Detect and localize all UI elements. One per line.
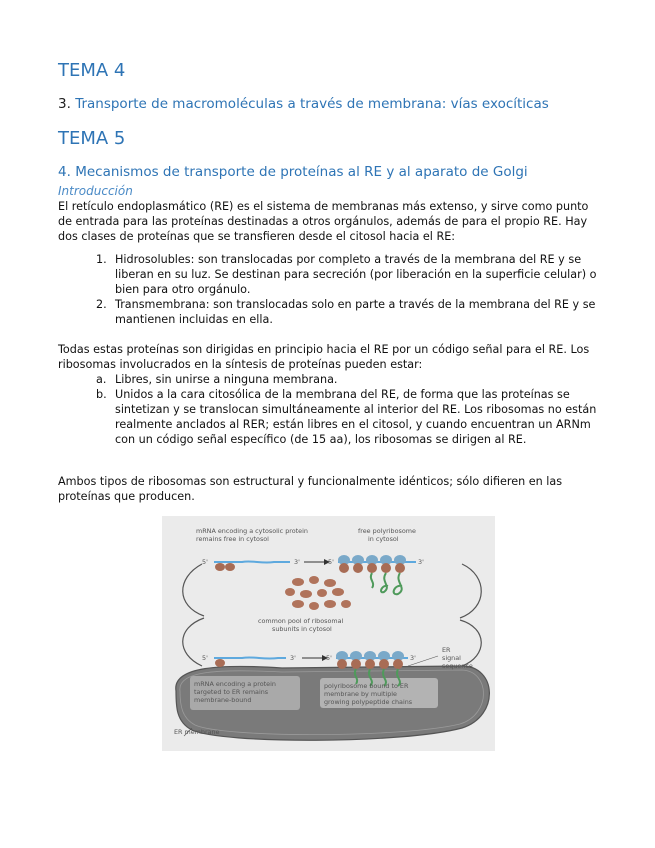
free-polyribosome [338, 555, 406, 594]
ribosome-subunit [395, 563, 405, 573]
ribosome-subunit [285, 588, 295, 596]
tema5-subheading [58, 164, 528, 180]
list-marker: a. [96, 373, 107, 386]
ribosome-subunit [215, 563, 225, 571]
three-prime-bottom-left: 3' [290, 654, 296, 662]
list-item [58, 372, 598, 387]
ribosome-subunit [292, 578, 304, 586]
paragraph-1: El retículo endoplasmático (RE) es el sistema de membranas más extenso, y sirve como punto de entrada para las proteínas destinadas a otros orgánulos, además de para el propio RE. Hay dos clases de proteínas que se transfieren desde el citosol hacia el RE: [58, 200, 589, 243]
label-mrna-er-3: membrane-bound [194, 696, 252, 704]
polypeptide-chain [394, 573, 402, 594]
protein-classes-list [58, 252, 598, 327]
ribosome-subunit [300, 590, 312, 598]
mrna-free-strand [214, 561, 290, 562]
list-item [58, 387, 598, 447]
ribosome-subunit [351, 659, 361, 669]
ribosome-types-list [58, 372, 598, 447]
paragraph-3: Ambos tipos de ribosomas son estructural y funcionalmente idénticos; sólo difieren en las proteínas que producen. [58, 475, 563, 503]
ribosome-subunit [225, 563, 235, 571]
ribosome-subunit [324, 600, 336, 608]
list-marker: b. [96, 388, 107, 401]
ribosome-subunit [309, 602, 319, 610]
ribosome-subunit [379, 659, 389, 669]
label-er-signal-2: signal [442, 654, 461, 662]
ribosome-subunit [393, 659, 403, 669]
cycle-arrow-right-top [460, 564, 481, 618]
ribosome-subunit [381, 563, 391, 573]
list-item [58, 252, 598, 297]
tema5-subtitle: Mecanismos de transporte de proteínas al RE y al aparato de Golgi [75, 164, 528, 180]
tema4-subheading [58, 96, 549, 112]
five-prime-bottom-right: 5' [326, 654, 332, 662]
label-free-poly-1: free polyribosome [358, 527, 416, 535]
ribosome-pool [285, 576, 351, 610]
ribosome-subunit [215, 659, 225, 667]
polypeptide-chain [381, 573, 388, 592]
three-prime-bottom-right: 3' [410, 654, 416, 662]
label-mrna-free-2: remains free in cytosol [196, 535, 269, 543]
three-prime-top-right: 3' [418, 558, 424, 566]
ribosome-subunit [317, 589, 327, 597]
mrna-er-strand [214, 657, 286, 658]
list-item [58, 297, 598, 327]
label-mrna-er-2: targeted to ER remains [194, 688, 269, 696]
ribosome-subunit [353, 563, 363, 573]
label-free-poly-2: in cytosol [368, 535, 399, 543]
list-marker: 2. [96, 298, 107, 311]
ribosome-subunit [339, 563, 349, 573]
list-item-text: Transmembrana: son translocadas solo en parte a través de la membrana del RE y se mantienen incluidas en ella. [115, 298, 596, 326]
intro-heading: Introducción [58, 184, 133, 198]
ribosome-subunit [367, 563, 377, 573]
five-prime-top-left: 5' [202, 558, 208, 566]
ribosome-subunit [332, 588, 344, 596]
tema4-heading: TEMA 4 [58, 60, 126, 81]
five-prime-bottom-left: 5' [202, 654, 208, 662]
label-er-membrane: ER membrane [174, 728, 220, 736]
tema5-heading: TEMA 5 [58, 128, 126, 149]
tema4-subtitle: Transporte de macromoléculas a través de membrana: vías exocíticas [75, 96, 549, 112]
label-poly-er-2: membrane by multiple [324, 690, 397, 698]
cycle-arrow-left-top [183, 564, 204, 616]
ribosome-subunit [292, 600, 304, 608]
label-er-signal-3: sequence [442, 662, 473, 670]
five-prime-top-right: 5' [328, 558, 334, 566]
polypeptide-chain [371, 573, 373, 588]
ribosome-subunit [309, 576, 319, 584]
label-mrna-er-1: mRNA encoding a protein [194, 680, 276, 688]
ribosome-subunit [365, 659, 375, 669]
label-mrna-free-1: mRNA encoding a cytosolic protein [196, 527, 308, 535]
list-item-text: Libres, sin unirse a ninguna membrana. [115, 373, 338, 386]
ribosome-diagram [162, 516, 495, 751]
label-poly-er-1: polyribosome bound to ER [324, 682, 409, 690]
list-item-text: Unidos a la cara citosólica de la membrana del RE, de forma que las proteínas se sintetizan y se translocan simultáneamente al interior del RE. Los ribosomas no están realmente anclados al RER; están libres en el citosol, y cuando encuentran un ARNm con un código señal específico (de 15 aa), los ribosomas se dirigen al RE. [115, 388, 597, 446]
ribosome-diagram-svg [162, 516, 495, 751]
paragraph-2: Todas estas proteínas son dirigidas en principio hacia el RE por un código señal para el RE. Los ribosomas involucrados en la síntesis de proteínas pueden estar: [58, 343, 590, 371]
list-marker: 1. [96, 253, 107, 266]
cycle-arrow-right-bottom [460, 620, 481, 666]
tema5-number: 4. [58, 164, 71, 180]
label-er-signal-1: ER [442, 646, 451, 654]
label-pool-2: subunits in cytosol [272, 625, 332, 633]
three-prime-top-left: 3' [294, 558, 300, 566]
ribosome-subunit [341, 600, 351, 608]
ribosome-subunit [337, 659, 347, 669]
label-pool-1: common pool of ribosomal [258, 617, 344, 625]
label-poly-er-3: growing polypeptide chains [324, 698, 413, 706]
ribosome-subunit [324, 579, 336, 587]
cycle-arrow-left-bottom [183, 618, 204, 666]
tema4-number: 3. [58, 96, 71, 112]
list-item-text: Hidrosolubles: son translocadas por completo a través de la membrana del RE y se liberan en su luz. Se destinan para secreción (por liberación en la superficie celular) o bien para otro orgánulo. [115, 253, 597, 296]
